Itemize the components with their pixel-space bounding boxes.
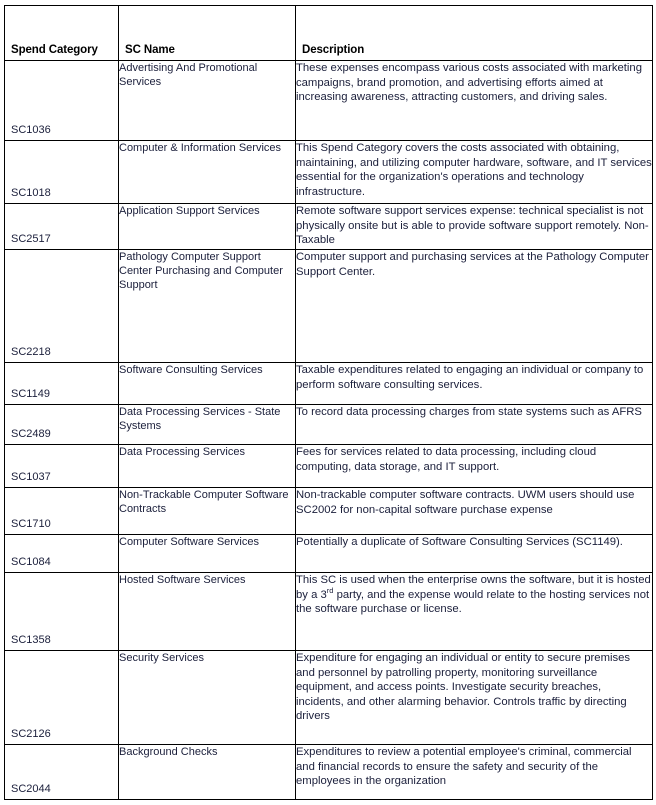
cell-description — [296, 445, 653, 488]
cell-sc-name — [119, 651, 296, 745]
cell-description — [296, 573, 653, 651]
table-row — [5, 445, 653, 488]
spend-category-code: SC1037 — [11, 471, 51, 483]
table-row — [5, 651, 653, 745]
sc-name-text: Non-Trackable Computer Software Contracts — [119, 489, 289, 516]
column-header-label-sc-name: SC Name — [125, 44, 175, 56]
cell-sc-name — [119, 488, 296, 535]
spend-category-code: SC1084 — [11, 556, 51, 568]
table-row — [5, 573, 653, 651]
sc-name-text: Application Support Services — [119, 205, 260, 217]
column-header-label-spend-category: Spend Category — [11, 44, 98, 56]
cell-spend-category — [5, 488, 119, 535]
column-header-spend-category — [5, 6, 119, 61]
cell-spend-category — [5, 363, 119, 405]
description-text: Fees for services related to data processing, including cloud computing, data storage, and IT support. — [296, 446, 597, 473]
cell-sc-name — [119, 250, 296, 363]
spend-category-code: SC2044 — [11, 783, 51, 795]
cell-spend-category — [5, 61, 119, 141]
description-text: Non-trackable computer software contracts. UWM users should use SC2002 for non-capital software purchase expense — [296, 489, 635, 516]
description-text: This SC is used when the enterprise owns the software, but it is hosted by a 3rd party, and the expense would relate to the hosting services not the software purchase or license. — [296, 574, 651, 616]
cell-spend-category — [5, 405, 119, 445]
column-header-label-description: Description — [302, 44, 365, 56]
description-text: To record data processing charges from state systems such as AFRS — [296, 406, 642, 418]
cell-sc-name — [119, 445, 296, 488]
description-text: Remote software support services expense: technical specialist is not physically onsite but is able to provide software support remotely. Non-Taxable — [296, 205, 649, 247]
sc-name-text: Data Processing Services — [119, 446, 245, 458]
cell-spend-category — [5, 141, 119, 204]
table-row — [5, 535, 653, 573]
cell-sc-name — [119, 573, 296, 651]
description-text: Potentially a duplicate of Software Consulting Services (SC1149). — [296, 536, 623, 548]
cell-description — [296, 535, 653, 573]
column-header-description — [296, 6, 653, 61]
cell-description — [296, 204, 653, 250]
spend-category-code: SC2517 — [11, 233, 51, 245]
cell-sc-name — [119, 204, 296, 250]
sc-name-text: Advertising And Promotional Services — [119, 62, 258, 89]
spend-category-code: SC1149 — [11, 388, 50, 400]
table-row — [5, 405, 653, 445]
table-row — [5, 745, 653, 800]
cell-description — [296, 405, 653, 445]
cell-description — [296, 651, 653, 745]
spend-category-code: SC1710 — [11, 518, 51, 530]
spend-category-code: SC1036 — [11, 124, 51, 136]
cell-spend-category — [5, 445, 119, 488]
cell-description — [296, 250, 653, 363]
cell-description — [296, 141, 653, 204]
cell-sc-name — [119, 141, 296, 204]
sc-name-text: Computer Software Services — [119, 536, 259, 548]
table-header-row — [5, 6, 653, 61]
sc-name-text: Hosted Software Services — [119, 574, 246, 586]
description-text: Computer support and purchasing services at the Pathology Computer Support Center. — [296, 251, 649, 278]
description-text: Expenditure for engaging an individual or entity to secure premises and personnel by patrolling property, monitoring surveillance equipment, and access points. Investigate security breaches, incidents, and other alarming behavior. Controls traffic by directing drivers — [296, 652, 631, 723]
table-row — [5, 363, 653, 405]
cell-spend-category — [5, 250, 119, 363]
cell-spend-category — [5, 745, 119, 800]
cell-sc-name — [119, 61, 296, 141]
cell-spend-category — [5, 651, 119, 745]
cell-description — [296, 363, 653, 405]
cell-spend-category — [5, 204, 119, 250]
cell-description — [296, 745, 653, 800]
cell-spend-category — [5, 535, 119, 573]
table-row — [5, 141, 653, 204]
column-header-sc-name — [119, 6, 296, 61]
table-row — [5, 61, 653, 141]
sc-name-text: Software Consulting Services — [119, 364, 263, 376]
table-row — [5, 488, 653, 535]
sc-name-text: Background Checks — [119, 746, 218, 758]
spend-category-code: SC1018 — [11, 187, 51, 199]
spend-category-code: SC2489 — [11, 428, 51, 440]
cell-sc-name — [119, 745, 296, 800]
cell-sc-name — [119, 405, 296, 445]
cell-sc-name — [119, 363, 296, 405]
spend-category-code: SC2218 — [11, 346, 51, 358]
sc-name-text: Pathology Computer Support Center Purchasing and Computer Support — [119, 251, 283, 292]
spend-category-code: SC2126 — [11, 728, 51, 740]
description-text: Expenditures to review a potential employee's criminal, commercial and financial records to ensure the safety and security of the employees in the organization — [296, 746, 632, 788]
table-row — [5, 250, 653, 363]
sc-name-text: Data Processing Services - State Systems — [119, 406, 281, 433]
cell-sc-name — [119, 535, 296, 573]
cell-description — [296, 61, 653, 141]
spend-category-code: SC1358 — [11, 634, 51, 646]
sc-name-text: Security Services — [119, 652, 204, 664]
spend-category-table — [4, 5, 653, 800]
table-body — [5, 61, 653, 800]
description-text: This Spend Category covers the costs associated with obtaining, maintaining, and utilizing computer hardware, software, and IT services essential for the organization's operations and technology infrastructure. — [296, 142, 652, 198]
description-text: These expenses encompass various costs associated with marketing campaigns, brand promotion, and advertising efforts aimed at increasing awareness, attracting customers, and driving sales. — [296, 62, 642, 104]
table-header — [5, 6, 653, 61]
description-text: Taxable expenditures related to engaging an individual or company to perform software consulting services. — [296, 364, 644, 391]
table-row — [5, 204, 653, 250]
cell-description — [296, 488, 653, 535]
cell-spend-category — [5, 573, 119, 651]
sc-name-text: Computer & Information Services — [119, 142, 282, 154]
